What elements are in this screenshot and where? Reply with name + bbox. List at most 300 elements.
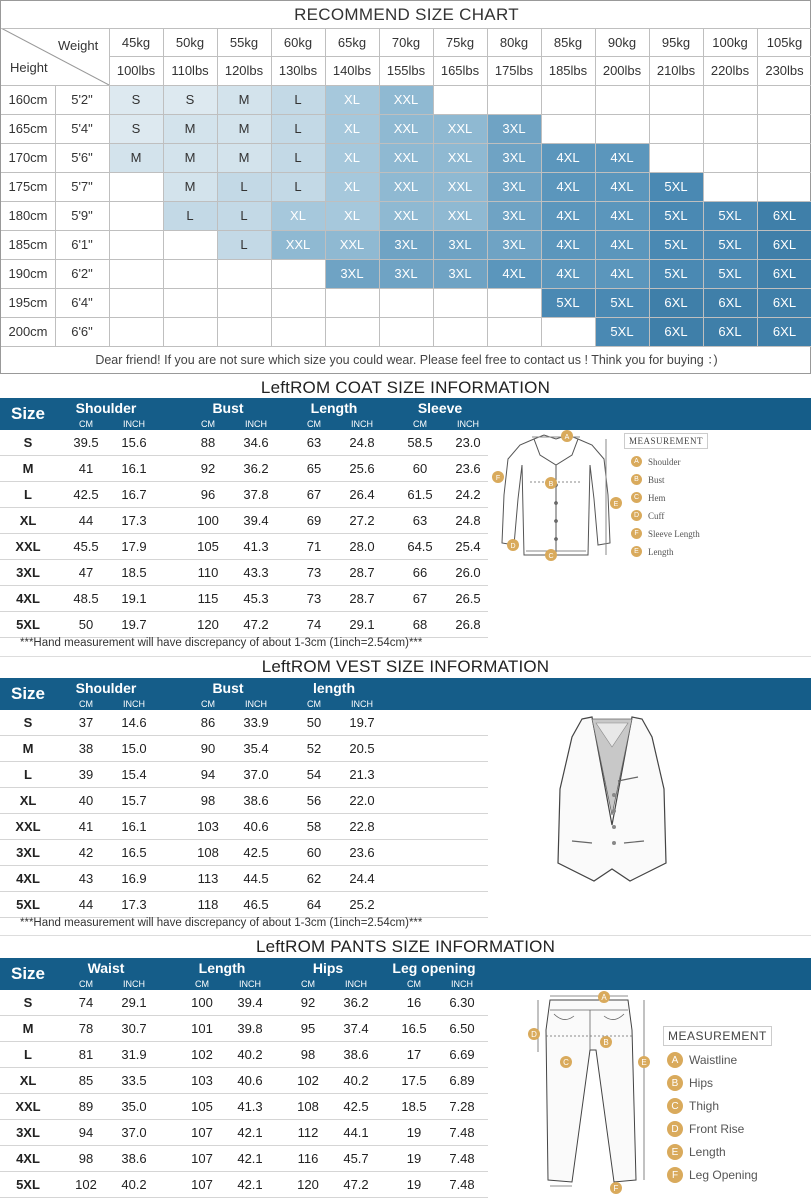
- size-cell: 6XL: [757, 317, 811, 346]
- measure-value: 35.0: [121, 1099, 147, 1114]
- measure-value: 20.5: [349, 741, 375, 756]
- table-row: [0, 456, 488, 482]
- measure-value: 26.5: [455, 591, 481, 606]
- weight-kg-cell: 105kg: [766, 34, 803, 50]
- size-cell: XXL: [433, 114, 487, 143]
- measure-value: 41.3: [243, 539, 269, 554]
- measure-value: 90: [200, 741, 216, 756]
- svg-text:C: C: [548, 553, 554, 560]
- unit-inch: INCH: [123, 979, 145, 989]
- unit-inch: INCH: [451, 979, 473, 989]
- size-header: Size: [10, 684, 46, 703]
- measure-value: 74: [306, 617, 322, 632]
- measure-value: 36.2: [343, 995, 369, 1010]
- size-cell: L: [217, 230, 271, 259]
- size-label: 5XL: [16, 1177, 40, 1192]
- measure-value: 45.7: [343, 1151, 369, 1166]
- weight-lbs-cell: 220lbs: [710, 63, 750, 78]
- grid-vline: [487, 28, 488, 346]
- table-row: [0, 430, 488, 456]
- size-header: Size: [10, 404, 46, 423]
- size-cell: 5XL: [703, 230, 757, 259]
- height-ft-cell: 6'6": [71, 324, 93, 339]
- measure-value: 60: [412, 461, 428, 476]
- legend-badge: A: [667, 1052, 683, 1068]
- measure-value: 68: [412, 617, 428, 632]
- grid-vline: [271, 28, 272, 346]
- measure-value: 41.3: [237, 1099, 263, 1114]
- weight-kg-cell: 100kg: [712, 34, 748, 50]
- measure-value: 67: [412, 591, 428, 606]
- weight-kg-cell: 75kg: [445, 34, 475, 50]
- height-ft-cell: 6'1": [71, 237, 93, 252]
- size-cell: M: [163, 143, 217, 172]
- measure-value: 25.4: [455, 539, 481, 554]
- weight-label: Weight: [58, 38, 99, 53]
- legend-item: [631, 492, 666, 503]
- grid-vline: [595, 28, 596, 346]
- unit-cm: CM: [79, 979, 93, 989]
- size-label: 3XL: [16, 1125, 40, 1140]
- svg-text:D: D: [510, 543, 516, 550]
- size-cell: XXL: [433, 143, 487, 172]
- size-cell: 5XL: [541, 288, 595, 317]
- table-row: [0, 1172, 488, 1198]
- measure-value: 108: [297, 1099, 319, 1114]
- weight-kg-cell: 60kg: [283, 34, 313, 50]
- size-cell: 3XL: [487, 201, 541, 230]
- size-cell: XXL: [271, 230, 325, 259]
- weight-lbs-cell: 175lbs: [494, 63, 534, 78]
- size-cell: 4XL: [595, 201, 649, 230]
- table-row: [0, 736, 488, 762]
- measure-value: 107: [191, 1125, 213, 1140]
- measure-value: 58: [306, 819, 322, 834]
- table-row: [0, 866, 488, 892]
- grid-hline: [1, 85, 811, 86]
- grid-vline: [433, 28, 434, 346]
- size-label: L: [24, 1047, 32, 1062]
- measure-value: 42.1: [237, 1177, 263, 1192]
- size-cell: S: [109, 85, 163, 114]
- measure-value: 40.6: [243, 819, 269, 834]
- measure-value: 39.4: [237, 995, 263, 1010]
- measure-value: 19: [406, 1125, 422, 1140]
- table-row: [0, 1042, 488, 1068]
- table-row: [0, 762, 488, 788]
- measure-value: 41: [78, 819, 94, 834]
- size-cell: 6XL: [649, 288, 703, 317]
- measure-value: 102: [297, 1073, 319, 1088]
- unit-inch: INCH: [457, 419, 479, 429]
- measure-value: 102: [75, 1177, 97, 1192]
- unit-cm: CM: [79, 419, 93, 429]
- measure-value: 40: [78, 793, 94, 808]
- height-ft-cell: 5'9": [71, 208, 93, 223]
- size-cell: 4XL: [595, 230, 649, 259]
- measure-value: 42.5: [243, 845, 269, 860]
- column-header: Shoulder: [75, 400, 137, 416]
- measure-value: 15.7: [121, 793, 147, 808]
- vest-diagram: [552, 715, 672, 887]
- measure-value: 7.48: [449, 1125, 475, 1140]
- svg-text:A: A: [601, 993, 607, 1002]
- measure-value: 37.0: [243, 767, 269, 782]
- size-label: 4XL: [16, 1151, 40, 1166]
- measure-value: 31.9: [121, 1047, 147, 1062]
- measure-value: 21.3: [349, 767, 375, 782]
- column-header: Sleeve: [417, 400, 463, 416]
- size-cell: 4XL: [595, 259, 649, 288]
- legend-item: [667, 1121, 744, 1137]
- measure-value: 86: [200, 715, 216, 730]
- measure-value: 105: [197, 539, 219, 554]
- coat-legend-title: MEASUREMENT: [624, 433, 708, 449]
- size-cell: L: [271, 85, 325, 114]
- table-row: [0, 482, 488, 508]
- table-row: [0, 1068, 488, 1094]
- measure-value: 120: [297, 1177, 319, 1192]
- weight-lbs-cell: 130lbs: [278, 63, 318, 78]
- measure-value: 58.5: [407, 435, 433, 450]
- size-cell: 5XL: [649, 259, 703, 288]
- grid-vline: [649, 28, 650, 346]
- legend-item: [667, 1167, 758, 1183]
- grid-hline: [1, 28, 811, 29]
- size-cell: 3XL: [433, 230, 487, 259]
- size-cell: 6XL: [757, 288, 811, 317]
- coat-title: LeftROM COAT SIZE INFORMATION: [260, 378, 551, 397]
- measure-value: 40.2: [237, 1047, 263, 1062]
- unit-cm: CM: [201, 699, 215, 709]
- size-cell: 6XL: [757, 259, 811, 288]
- measure-value: 105: [191, 1099, 213, 1114]
- weight-kg-cell: 95kg: [661, 34, 691, 50]
- measure-value: 23.6: [455, 461, 481, 476]
- size-label: S: [23, 715, 33, 730]
- size-label: 4XL: [16, 591, 40, 606]
- height-cm-cell: 175cm: [8, 179, 48, 194]
- grid-vline: [217, 28, 218, 346]
- measure-value: 43.3: [243, 565, 269, 580]
- measure-value: 40.6: [237, 1073, 263, 1088]
- size-cell: XL: [325, 172, 379, 201]
- measure-value: 24.2: [455, 487, 481, 502]
- legend-badge: C: [631, 492, 642, 503]
- size-cell: XXL: [433, 172, 487, 201]
- legend-label: Cuff: [648, 510, 665, 521]
- measure-value: 101: [191, 1021, 213, 1036]
- measure-value: 7.28: [449, 1099, 475, 1114]
- legend-label: Leg Opening: [689, 1168, 758, 1182]
- svg-text:E: E: [613, 501, 619, 508]
- size-cell: 3XL: [487, 230, 541, 259]
- size-cell: 4XL: [541, 201, 595, 230]
- legend-item: [631, 474, 665, 485]
- size-cell: 3XL: [379, 259, 433, 288]
- size-cell: M: [163, 172, 217, 201]
- height-ft-cell: 5'4": [71, 121, 93, 136]
- weight-lbs-cell: 120lbs: [224, 63, 264, 78]
- column-header: Length: [310, 400, 358, 416]
- unit-cm: CM: [201, 419, 215, 429]
- height-ft-cell: 5'2": [71, 92, 93, 107]
- measure-value: 44.5: [243, 871, 269, 886]
- size-cell: 5XL: [595, 288, 649, 317]
- measure-value: 16: [406, 995, 422, 1010]
- measure-value: 28.7: [349, 565, 375, 580]
- size-label: 4XL: [16, 871, 40, 886]
- weight-lbs-cell: 210lbs: [656, 63, 696, 78]
- measure-value: 98: [300, 1047, 316, 1062]
- size-label: XL: [19, 1073, 37, 1088]
- measure-value: 36.2: [243, 461, 269, 476]
- measure-value: 19: [406, 1151, 422, 1166]
- legend-badge: B: [667, 1075, 683, 1091]
- height-cm-cell: 165cm: [8, 121, 48, 136]
- measure-value: 17.9: [121, 539, 147, 554]
- size-label: XL: [19, 513, 37, 528]
- unit-cm: CM: [307, 419, 321, 429]
- size-cell: XL: [325, 114, 379, 143]
- measure-value: 40.2: [343, 1073, 369, 1088]
- size-cell: L: [217, 201, 271, 230]
- weight-kg-cell: 80kg: [499, 34, 529, 50]
- size-label: XXL: [15, 819, 41, 834]
- measure-value: 29.1: [349, 617, 375, 632]
- weight-kg-cell: 45kg: [121, 34, 151, 50]
- unit-cm: CM: [407, 979, 421, 989]
- measure-value: 14.6: [121, 715, 147, 730]
- size-label: L: [24, 767, 32, 782]
- measure-value: 26.4: [349, 487, 375, 502]
- measure-value: 15.4: [121, 767, 147, 782]
- measure-value: 17.3: [121, 513, 147, 528]
- measure-value: 63: [306, 435, 322, 450]
- size-cell: XXL: [379, 143, 433, 172]
- size-cell: 5XL: [649, 230, 703, 259]
- legend-label: Hips: [689, 1076, 714, 1090]
- size-cell: 5XL: [649, 201, 703, 230]
- unit-inch: INCH: [245, 419, 267, 429]
- size-cell: M: [217, 85, 271, 114]
- size-cell: 6XL: [649, 317, 703, 346]
- measure-value: 103: [197, 819, 219, 834]
- measure-value: 40.2: [121, 1177, 147, 1192]
- measure-value: 73: [306, 591, 322, 606]
- weight-lbs-cell: 200lbs: [602, 63, 642, 78]
- measure-value: 35.4: [243, 741, 269, 756]
- size-cell: M: [109, 143, 163, 172]
- measure-value: 110: [197, 565, 219, 580]
- size-cell: 6XL: [757, 201, 811, 230]
- measure-value: 118: [197, 897, 219, 912]
- legend-label: Bust: [648, 474, 665, 485]
- size-cell: XXL: [379, 172, 433, 201]
- size-label: 5XL: [16, 617, 40, 632]
- measure-value: 43: [78, 871, 94, 886]
- measure-value: 103: [191, 1073, 213, 1088]
- size-cell: XXL: [379, 85, 433, 114]
- legend-label: Sleeve Length: [648, 528, 700, 539]
- size-header: Size: [10, 964, 46, 983]
- size-cell: 6XL: [703, 288, 757, 317]
- measure-value: 26.0: [455, 565, 481, 580]
- size-cell: 3XL: [325, 259, 379, 288]
- measure-value: 56: [306, 793, 322, 808]
- measure-value: 42.1: [237, 1125, 263, 1140]
- coat-header: [0, 398, 811, 430]
- measure-value: 66: [412, 565, 428, 580]
- svg-text:E: E: [641, 1058, 647, 1067]
- grid-hline: [1, 114, 811, 115]
- measure-value: 60: [306, 845, 322, 860]
- size-cell: 4XL: [487, 259, 541, 288]
- measure-value: 37: [78, 715, 94, 730]
- measure-value: 24.8: [349, 435, 375, 450]
- weight-lbs-cell: 165lbs: [440, 63, 480, 78]
- table-row: [0, 990, 488, 1016]
- measure-value: 19.7: [349, 715, 375, 730]
- unit-inch: INCH: [345, 979, 367, 989]
- svg-text:F: F: [613, 1184, 619, 1193]
- size-cell: XL: [271, 201, 325, 230]
- measure-value: 18.5: [121, 565, 147, 580]
- weight-lbs-cell: 140lbs: [332, 63, 372, 78]
- grid-vline: [379, 28, 380, 346]
- measure-value: 52: [306, 741, 322, 756]
- measure-value: 16.1: [121, 461, 147, 476]
- height-label: Height: [10, 60, 48, 75]
- measure-value: 46.5: [243, 897, 269, 912]
- measure-value: 6.30: [449, 995, 475, 1010]
- measure-value: 107: [191, 1151, 213, 1166]
- measure-value: 42.1: [237, 1151, 263, 1166]
- size-cell: XL: [325, 85, 379, 114]
- measure-value: 78: [78, 1021, 94, 1036]
- measure-value: 108: [197, 845, 219, 860]
- column-header: Length: [198, 960, 246, 976]
- measure-value: 33.9: [243, 715, 269, 730]
- legend-badge: A: [631, 456, 642, 467]
- size-cell: XL: [325, 201, 379, 230]
- table-row: [0, 612, 488, 638]
- grid-vline: [703, 28, 704, 346]
- measure-value: 39.8: [237, 1021, 263, 1036]
- measure-value: 23.0: [455, 435, 481, 450]
- measure-value: 24.8: [455, 513, 481, 528]
- measure-value: 92: [300, 995, 316, 1010]
- size-cell: XL: [325, 143, 379, 172]
- grid-hline: [1, 143, 811, 144]
- size-cell: M: [163, 114, 217, 143]
- measure-value: 112: [297, 1125, 319, 1140]
- measure-value: 28.7: [349, 591, 375, 606]
- size-cell: 5XL: [649, 172, 703, 201]
- measure-value: 81: [78, 1047, 94, 1062]
- measure-value: 94: [78, 1125, 94, 1140]
- measure-value: 47.2: [343, 1177, 369, 1192]
- column-header: Shoulder: [75, 680, 137, 696]
- measure-value: 29.1: [121, 995, 147, 1010]
- measure-value: 28.0: [349, 539, 375, 554]
- measure-value: 98: [78, 1151, 94, 1166]
- measure-value: 24.4: [349, 871, 375, 886]
- legend-badge: D: [631, 510, 642, 521]
- recommend-size-chart: [0, 0, 811, 374]
- legend-item: [631, 528, 700, 539]
- measure-value: 37.4: [343, 1021, 369, 1036]
- measure-value: 102: [191, 1047, 213, 1062]
- measure-value: 64.5: [407, 539, 433, 554]
- grid-vline: [55, 85, 56, 346]
- height-cm-cell: 180cm: [8, 208, 48, 223]
- size-label: M: [22, 461, 34, 476]
- unit-cm: CM: [307, 699, 321, 709]
- legend-item: [631, 546, 674, 557]
- legend-label: Length: [689, 1145, 726, 1159]
- legend-label: Front Rise: [689, 1122, 745, 1136]
- measure-value: 94: [200, 767, 216, 782]
- size-label: 5XL: [16, 897, 40, 912]
- svg-text:B: B: [548, 481, 554, 488]
- measure-value: 17: [406, 1047, 422, 1062]
- size-label: M: [22, 1021, 34, 1036]
- size-cell: 3XL: [487, 143, 541, 172]
- height-cm-cell: 160cm: [8, 92, 48, 107]
- size-cell: L: [271, 114, 325, 143]
- measure-value: 23.6: [349, 845, 375, 860]
- size-label: XL: [19, 793, 37, 808]
- legend-item: [631, 510, 664, 521]
- measure-value: 65: [306, 461, 322, 476]
- measure-value: 62: [306, 871, 322, 886]
- unit-inch: INCH: [123, 419, 145, 429]
- weight-lbs-cell: 100lbs: [116, 63, 156, 78]
- height-ft-cell: 6'2": [71, 266, 93, 281]
- measure-value: 16.9: [121, 871, 147, 886]
- measure-value: 45.5: [73, 539, 99, 554]
- size-cell: L: [271, 143, 325, 172]
- size-cell: 3XL: [487, 172, 541, 201]
- measure-value: 7.48: [449, 1151, 475, 1166]
- pants-header: [0, 958, 811, 990]
- measure-value: 42: [78, 845, 94, 860]
- measure-value: 42.5: [73, 487, 99, 502]
- measure-value: 33.5: [121, 1073, 147, 1088]
- table-row: [0, 560, 488, 586]
- legend-item: [667, 1144, 726, 1160]
- measure-value: 98: [200, 793, 216, 808]
- height-ft-cell: 5'6": [71, 150, 93, 165]
- size-cell: 6XL: [703, 317, 757, 346]
- size-cell: XXL: [379, 114, 433, 143]
- svg-text:C: C: [563, 1058, 569, 1067]
- legend-badge: F: [631, 528, 642, 539]
- legend-label: Shoulder: [648, 456, 681, 467]
- size-cell: 3XL: [379, 230, 433, 259]
- column-header: Bust: [212, 680, 244, 696]
- measure-value: 47.2: [243, 617, 269, 632]
- legend-badge: D: [667, 1121, 683, 1137]
- legend-badge: E: [631, 546, 642, 557]
- table-row: [0, 788, 488, 814]
- size-cell: 4XL: [595, 172, 649, 201]
- legend-badge: B: [631, 474, 642, 485]
- measure-value: 34.6: [243, 435, 269, 450]
- size-cell: L: [217, 172, 271, 201]
- measure-value: 19.1: [121, 591, 147, 606]
